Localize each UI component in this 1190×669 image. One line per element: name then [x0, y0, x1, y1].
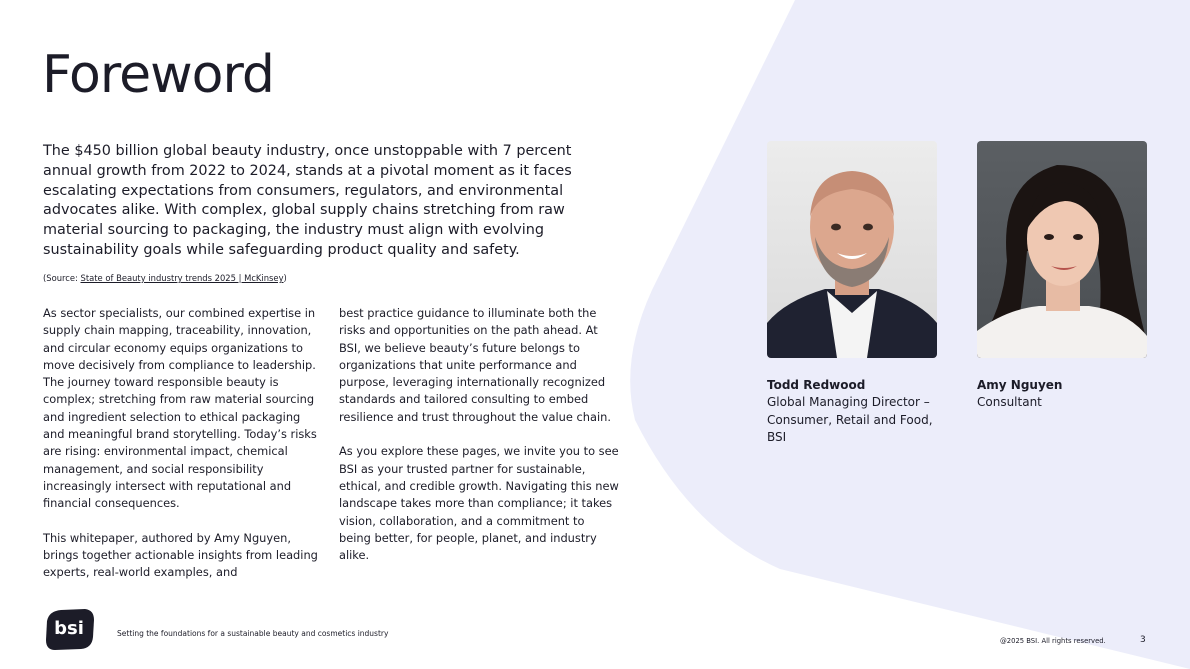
- source-citation: [43, 272, 287, 284]
- footer-tagline: Setting the foundations for a sustainable beauty and cosmetics industry: [117, 629, 389, 638]
- bsi-logo: [43, 607, 95, 651]
- person-role-todd-redwood: Global Managing Director – Consumer, Retail and Food, BSI: [767, 395, 933, 444]
- intro-paragraph: The $450 billion global beauty industry, once unstoppable with 7 percent annual growth from 2022 to 2024, stands at a pivotal moment as it faces escalating expectations from consumers, regulators, and environmental advocates alike. With complex, global supply chains stretching from raw material sourcing to packaging, the industry must align with evolving sustainability goals while safeguarding product quality and safety.: [43, 143, 572, 258]
- body-paragraph: As sector specialists, our combined expertise in supply chain mapping, traceability, innovation, and circular economy equips organizations to move decisively from compliance to leadership. The journey toward responsible beauty is complex; stretching from raw material sourcing and ingredient selection to ethical packaging and meaningful brand storytelling. Today’s risks are rising: environmental impact, chemical management, and social responsibility increasingly intersect with reputational and financial consequences.: [43, 306, 317, 511]
- body-paragraph: As you explore these pages, we invite you to see BSI as your trusted partner for sustainable, ethical, and credible growth. Navigating this new landscape takes more than compliance; it takes vision, collaboration, and a commitment to being better, for people, planet, and industry alike.: [339, 444, 619, 563]
- source-suffix: ): [283, 273, 287, 283]
- portrait-man-image: [767, 141, 937, 358]
- logo-text: bsi: [54, 618, 84, 639]
- source-prefix: (Source:: [43, 273, 81, 283]
- page-number: 3: [1140, 635, 1146, 645]
- person-name-amy-nguyen: Amy Nguyen: [977, 378, 1063, 392]
- portrait-photo-amy-nguyen: [977, 141, 1147, 358]
- footer-copyright: @2025 BSI. All rights reserved.: [1000, 637, 1106, 645]
- body-paragraph: best practice guidance to illuminate both the risks and opportunities on the path ahead. At BSI, we believe beauty’s future belongs to organizations that unite performance and purpose, leveraging internationally recognized standards and tailored consulting to embed resilience and trust throughout the value chain.: [339, 306, 611, 424]
- source-link[interactable]: State of Beauty industry trends 2025 | McKinsey: [80, 273, 284, 283]
- portrait-photo-todd-redwood: [767, 141, 937, 358]
- portrait-woman-image: [977, 141, 1147, 358]
- body-column-left: [43, 305, 323, 582]
- person-name-todd-redwood: Todd Redwood: [767, 378, 866, 392]
- page-title: Foreword: [42, 45, 274, 105]
- person-role-amy-nguyen: Consultant: [977, 395, 1042, 409]
- body-paragraph: This whitepaper, authored by Amy Nguyen, brings together actionable insights from leading experts, real-world examples, and: [43, 530, 318, 580]
- body-column-right: [339, 305, 619, 564]
